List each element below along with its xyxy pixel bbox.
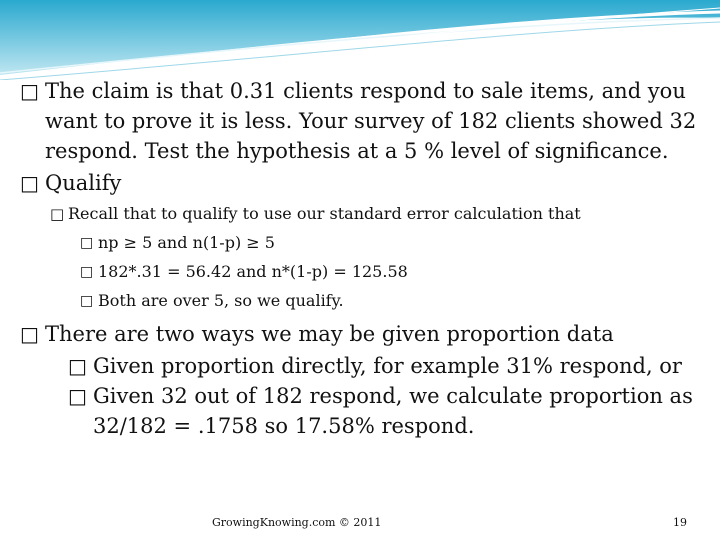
bullet-text: Recall that to qualify to use our standard error calculation that — [68, 204, 581, 223]
bullet-qualify — [20, 168, 700, 198]
bullet-icon: □ — [20, 79, 39, 103]
slide-content — [20, 76, 700, 441]
proportion-item — [68, 381, 700, 441]
bullet-icon: □ — [80, 264, 94, 280]
bullet-icon: □ — [68, 384, 87, 408]
bullet-text: 182*.31 = 56.42 and n*(1-p) = 125.58 — [98, 262, 408, 281]
bullet-claim — [20, 76, 700, 166]
footer-credit: GrowingKnowing.com © 2011 — [212, 516, 382, 529]
bullet-icon: □ — [20, 322, 39, 346]
bullet-text: Given 32 out of 182 respond, we calculate proportion as 32/182 = .1758 so 17.58% respond. — [93, 384, 693, 438]
header-decoration — [0, 0, 720, 80]
bullet-text: There are two ways we may be given proportion data — [45, 322, 614, 346]
qualify-item — [80, 228, 700, 257]
qualify-recall — [50, 200, 700, 228]
qualify-item — [80, 257, 700, 286]
page-number: 19 — [673, 516, 687, 529]
bullet-text: The claim is that 0.31 clients respond to sale items, and you want to prove it is less. Your survey of 182 clients showed 32 respond. Test the hypothesis at a 5 % level of significance. — [45, 79, 697, 163]
bullet-text: Both are over 5, so we qualify. — [98, 291, 344, 310]
qualify-item — [80, 286, 700, 315]
proportion-item — [68, 351, 700, 381]
bullet-text: Qualify — [45, 171, 122, 195]
bullet-icon: □ — [20, 171, 39, 195]
bullet-text: np ≥ 5 and n(1-p) ≥ 5 — [98, 233, 275, 252]
bullet-icon: □ — [68, 354, 87, 378]
bullet-proportion — [20, 319, 700, 349]
bullet-icon: □ — [80, 235, 94, 251]
bullet-text: Given proportion directly, for example 31% respond, or — [93, 354, 682, 378]
slide-footer — [0, 516, 720, 534]
bullet-icon: □ — [50, 205, 65, 223]
bullet-icon: □ — [80, 293, 94, 309]
